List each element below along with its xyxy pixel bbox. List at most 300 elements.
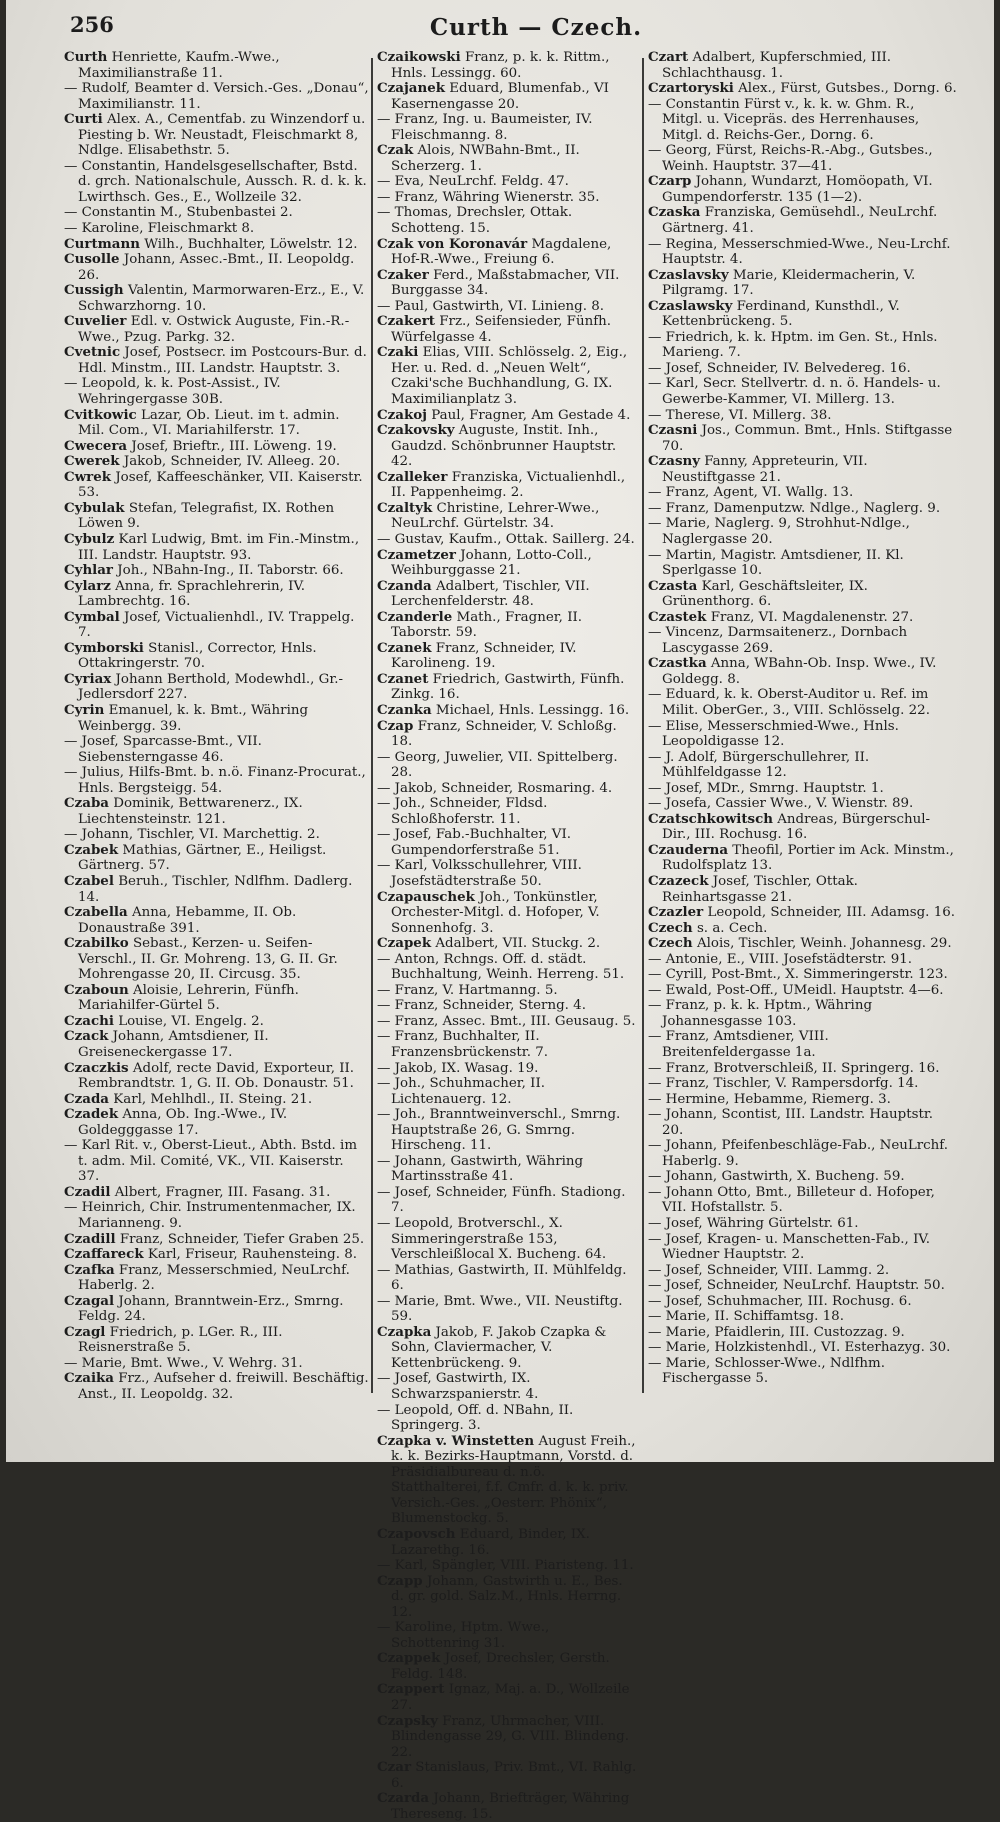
entry-details: — Josef, Schneider, NeuLrchf. Hauptstr. 50. bbox=[648, 1278, 945, 1294]
entry-surname: Czastek bbox=[648, 608, 707, 625]
entry-surname: Czaboun bbox=[64, 981, 129, 998]
entry-details: Anna, Ob. Ing.-Wwe., IV. Goldegggasse 17. bbox=[78, 1107, 288, 1138]
directory-entry bbox=[64, 1185, 369, 1201]
entry-details: Josef, Postsecr. im Postcours-Bur. d. Hdl. Minstm., III. Landstr. Hauptstr. 3. bbox=[78, 345, 367, 376]
entry-details: Lazar, Ob. Lieut. im t. admin. Mil. Com., VI. Mariahilferstr. 17. bbox=[78, 407, 340, 439]
entry-details: — Georg, Juwelier, VII. Spittelberg. 28. bbox=[377, 749, 618, 781]
directory-entry bbox=[648, 781, 958, 797]
directory-entry bbox=[377, 1760, 639, 1791]
entry-surname: Czanka bbox=[377, 701, 432, 718]
entry-surname: Czaika bbox=[64, 1370, 114, 1387]
entry-details: Adolf, recte David, Exporteur, II. Rembrandtstr. 1, G. II. Ob. Donaustr. 51. bbox=[78, 1060, 355, 1092]
entry-details: — Franz, V. Hartmanng. 5. bbox=[377, 982, 558, 998]
entry-details: Stanislaus, Priv. Bmt., VI. Rahlg. 6. bbox=[391, 1760, 637, 1791]
entry-details: — Johann, Tischler, VI. Marchettig. 2. bbox=[64, 827, 320, 843]
entry-details: — Marie, Bmt. Wwe., VII. Neustiftg. 59. bbox=[377, 1293, 623, 1325]
directory-entry bbox=[64, 1371, 369, 1402]
directory-entry bbox=[377, 501, 639, 532]
directory-entry bbox=[648, 905, 958, 921]
directory-entry bbox=[64, 983, 369, 1014]
directory-entry bbox=[377, 750, 639, 781]
directory-entry bbox=[377, 1574, 639, 1621]
entry-details: — Karoline, Fleischmarkt 8. bbox=[64, 221, 255, 237]
directory-entry bbox=[64, 50, 369, 81]
directory-entry bbox=[64, 439, 369, 455]
column-1 bbox=[64, 50, 369, 1402]
entry-details: — Vincenz, Darmsaitenerz., Dornbach Lascygasse 269. bbox=[648, 625, 908, 656]
directory-entry bbox=[377, 299, 639, 315]
directory-entry bbox=[377, 408, 639, 424]
entry-details: — Karl, Volksschullehrer, VIII. Josefstädterstraße 50. bbox=[377, 858, 582, 889]
directory-entry bbox=[648, 1107, 958, 1138]
entry-details: — Joh., Branntweinverschl., Smrng. Hauptstraße 26, G. Smrng. Hirscheng. 11. bbox=[377, 1107, 621, 1154]
directory-entry bbox=[64, 641, 369, 672]
entry-details: Alois, Tischler, Weinh. Johannesg. 29. bbox=[696, 936, 952, 952]
entry-details: — Cyrill, Post-Bmt., X. Simmeringerstr. 123. bbox=[648, 967, 948, 983]
directory-entry bbox=[377, 796, 639, 827]
entry-surname: Czabella bbox=[64, 904, 128, 921]
entry-details: Beruh., Tischler, Ndlfhm. Dadlerg. 14. bbox=[78, 873, 353, 905]
entry-details: August Freih., k. k. Bezirks-Hauptmann, Vorstd. d. Präsidialbureau d. n.ö. Statthalterei, f.f. Cmfr. d. k. k. priv. Versich.-Ges. „Oesterr. Phönix“, Blumenstockg. 5. bbox=[391, 1433, 636, 1527]
entry-details: Wilh., Buchhalter, Löwelstr. 12. bbox=[144, 236, 358, 252]
entry-details: Paul, Fragner, Am Gestade 4. bbox=[431, 407, 631, 423]
entry-details: — Karl Rit. v., Oberst-Lieut., Abth. Bstd. im t. adm. Mil. Comité, VK., VII. Kaiserstr. 37. bbox=[64, 1138, 358, 1185]
entry-details: Math., Fragner, II. Taborstr. 59. bbox=[391, 609, 583, 641]
directory-entry bbox=[648, 610, 958, 626]
entry-surname: Czappert bbox=[377, 1681, 445, 1698]
directory-entry bbox=[64, 1263, 369, 1294]
entry-details: Anna, fr. Sprachlehrerin, IV. Lambrechtg. 16. bbox=[78, 578, 306, 610]
directory-entry bbox=[64, 905, 369, 936]
entry-details: Andreas, Bürgerschul-Dir., III. Rochusg. 16. bbox=[662, 811, 931, 843]
directory-entry bbox=[377, 1682, 639, 1713]
entry-surname: Czaffareck bbox=[64, 1246, 144, 1263]
directory-entry bbox=[64, 1107, 369, 1138]
entry-details: — Franz, Damenputzw. Ndlge., Naglerg. 9. bbox=[648, 500, 941, 516]
directory-entry bbox=[64, 610, 369, 641]
entry-details: Adalbert, Kupferschmied, III. Schlachthausg. 1. bbox=[662, 50, 892, 81]
directory-entry bbox=[648, 1294, 958, 1310]
entry-surname: Czadill bbox=[64, 1230, 116, 1247]
entry-details: — Martin, Magistr. Amtsdiener, II. Kl. Sperlgasse 10. bbox=[648, 547, 904, 579]
entry-details: — Rudolf, Beamter d. Versich.-Ges. „Donau“, Maximilianstr. 11. bbox=[64, 81, 369, 112]
entry-details: — Marie, II. Schiffamtsg. 18. bbox=[648, 1309, 844, 1325]
entry-details: — Johann, Gastwirth, Währing Martinsstraße 41. bbox=[377, 1153, 584, 1185]
directory-entry bbox=[64, 314, 369, 345]
entry-details: Ferd., Maßstabmacher, VII. Burggasse 34. bbox=[391, 267, 620, 299]
directory-entry bbox=[377, 1791, 639, 1822]
directory-entry bbox=[64, 563, 369, 579]
entry-surname: Czaker bbox=[377, 266, 429, 283]
directory-entry bbox=[648, 1029, 958, 1060]
entry-details: Friedrich, p. LGer. R., III. Reisnerstraße 5. bbox=[78, 1324, 283, 1356]
directory-entry bbox=[648, 1092, 958, 1108]
entry-details: Eduard, Binder, IX. Lazarethg. 16. bbox=[391, 1526, 590, 1558]
entry-details: — Joh., Schuhmacher, II. Lichtenauerg. 12. bbox=[377, 1076, 546, 1107]
running-head: Curth — Czech. bbox=[429, 14, 643, 41]
directory-entry bbox=[377, 952, 639, 983]
directory-entry bbox=[377, 672, 639, 703]
entry-details: Ignaz, Maj. a. D., Wollzeile 27. bbox=[391, 1682, 630, 1713]
directory-page bbox=[6, 0, 994, 1822]
entry-details: Josef, Victualienhdl., IV. Trappelg. 7. bbox=[78, 609, 355, 641]
entry-surname: Czartoryski bbox=[648, 80, 734, 97]
entry-surname: Czaska bbox=[648, 204, 701, 221]
directory-entry bbox=[377, 50, 639, 81]
entry-surname: Czak von Koronavár bbox=[377, 235, 528, 252]
entry-details: Christine, Lehrer-Wwe., NeuLrchf. Gürtelstr. 34. bbox=[391, 500, 600, 532]
entry-details: Jos., Commun. Bmt., Hnls. Stiftgasse 70. bbox=[662, 423, 953, 454]
directory-entry bbox=[64, 501, 369, 532]
directory-entry bbox=[377, 237, 639, 268]
entry-details: Mathias, Gärtner, E., Heiligst. Gärtnerg. 57. bbox=[78, 842, 327, 874]
entry-details: — Georg, Fürst, Reichs-R.-Abg., Gutsbes., Weinh. Hauptstr. 37—41. bbox=[648, 143, 933, 174]
entry-details: — Johann Otto, Bmt., Billeteur d. Hofoper, VII. Hofstallstr. 5. bbox=[648, 1184, 935, 1216]
directory-entry bbox=[648, 205, 958, 236]
directory-entry bbox=[64, 827, 369, 843]
entry-details: Alex., Fürst, Gutsbes., Dorng. 6. bbox=[738, 81, 957, 97]
entry-details: Anna, Hebamme, II. Ob. Donaustraße 391. bbox=[78, 905, 297, 936]
directory-entry bbox=[64, 283, 369, 314]
entry-surname: Czapka v. Winstetten bbox=[377, 1432, 535, 1449]
entry-details: Louise, VI. Engelg. 2. bbox=[118, 1013, 264, 1029]
entry-surname: Czasny bbox=[648, 453, 700, 470]
directory-entry bbox=[377, 983, 639, 999]
directory-entry bbox=[64, 1200, 369, 1231]
entry-surname: Czack bbox=[64, 1028, 109, 1045]
directory-entry bbox=[648, 983, 958, 999]
entry-details: — Franz, Schneider, Sterng. 4. bbox=[377, 998, 586, 1014]
directory-entry bbox=[377, 641, 639, 672]
directory-entry bbox=[648, 1216, 958, 1232]
directory-entry bbox=[64, 843, 369, 874]
entry-surname: Curtmann bbox=[64, 235, 140, 252]
directory-entry bbox=[648, 1356, 958, 1387]
entry-details: Stefan, Telegrafist, IX. Rothen Löwen 9. bbox=[78, 500, 335, 532]
entry-surname: Cybulak bbox=[64, 499, 125, 516]
directory-entry bbox=[648, 330, 958, 361]
entry-details: — Leopold, k. k. Post-Assist., IV. Wehringergasse 30B. bbox=[64, 376, 281, 408]
entry-surname: Czachi bbox=[64, 1012, 114, 1029]
directory-entry bbox=[648, 1325, 958, 1341]
directory-entry bbox=[377, 703, 639, 719]
directory-entry bbox=[648, 501, 958, 517]
directory-entry bbox=[377, 1185, 639, 1216]
directory-entry bbox=[648, 81, 958, 97]
directory-entry bbox=[64, 1325, 369, 1356]
entry-surname: Czadek bbox=[64, 1106, 119, 1123]
entry-details: Valentin, Marmorwaren-Erz., E., V. Schwarzhorng. 10. bbox=[78, 283, 365, 314]
entry-details: Joh., Tonkünstler, Orchester-Mitgl. d. Hofoper, V. Sonnenhofg. 3. bbox=[391, 889, 600, 936]
directory-entry bbox=[648, 361, 958, 377]
directory-entry bbox=[648, 796, 958, 812]
directory-entry bbox=[377, 1651, 639, 1682]
entry-details: Karl Ludwig, Bmt. im Fin.-Minstm., III. Landstr. Hauptstr. 93. bbox=[78, 531, 360, 563]
entry-surname: Czajanek bbox=[377, 80, 445, 97]
directory-entry bbox=[648, 268, 958, 299]
entry-details: — Anton, Rchngs. Off. d. städt. Buchhaltung, Weinh. Herreng. 51. bbox=[377, 951, 625, 983]
entry-surname: Cymbal bbox=[64, 608, 120, 625]
entry-surname: Cwecera bbox=[64, 437, 128, 454]
entry-surname: Czappek bbox=[377, 1650, 441, 1667]
directory-entry bbox=[377, 858, 639, 889]
entry-surname: Czanek bbox=[377, 639, 432, 656]
column-2 bbox=[377, 49, 639, 1822]
directory-entry bbox=[64, 765, 369, 796]
directory-entry bbox=[377, 890, 639, 937]
entry-details: Adalbert, VII. Stuckg. 2. bbox=[435, 936, 601, 952]
directory-entry bbox=[648, 548, 958, 579]
entry-details: — Julius, Hilfs-Bmt. b. n.ö. Finanz-Procurat., Hnls. Bergsteigg. 54. bbox=[64, 765, 366, 796]
entry-details: Johann, Gastwirth u. E., Bes. d. gr. gold. Salz.M., Hnls. Herrng. 12. bbox=[391, 1573, 623, 1620]
entry-details: — Ewald, Post-Off., UMeidl. Hauptstr. 4—6. bbox=[648, 982, 944, 998]
entry-details: — Josef, Fab.-Buchhalter, VI. Gumpendorferstraße 51. bbox=[377, 827, 572, 858]
directory-entry bbox=[648, 1138, 958, 1169]
entry-details: Karl, Geschäftsleiter, IX. Grünenthorg. 6. bbox=[662, 578, 868, 610]
entry-details: — Elise, Messerschmied-Wwe., Hnls. Leopoldigasse 12. bbox=[648, 718, 899, 750]
directory-entry bbox=[377, 1061, 639, 1077]
entry-details: Jakob, F. Jakob Czapka & Sohn, Claviermacher, V. Kettenbrückeng. 9. bbox=[391, 1324, 607, 1371]
directory-entry bbox=[377, 1325, 639, 1372]
directory-entry bbox=[64, 1232, 369, 1248]
entry-details: — Therese, VI. Millerg. 38. bbox=[648, 407, 832, 423]
directory-entry bbox=[64, 470, 369, 501]
directory-entry bbox=[648, 952, 958, 968]
directory-entry bbox=[64, 81, 369, 112]
entry-details: — Constantin M., Stubenbastei 2. bbox=[64, 205, 293, 221]
entry-details: Leopold, Schneider, III. Adamsg. 16. bbox=[707, 905, 955, 921]
entry-details: — Marie, Holzkistenhdl., VI. Esterhazyg. 30. bbox=[648, 1340, 951, 1356]
directory-entry bbox=[64, 112, 369, 159]
directory-entry bbox=[377, 827, 639, 858]
entry-surname: Czech bbox=[648, 919, 693, 936]
directory-entry bbox=[377, 1263, 639, 1294]
entry-surname: Czanderle bbox=[377, 608, 453, 625]
directory-entry bbox=[377, 112, 639, 143]
entry-details: s. a. Cech. bbox=[696, 920, 768, 936]
entry-details: — Marie, Bmt. Wwe., V. Wehrg. 31. bbox=[64, 1355, 303, 1371]
entry-details: Karl, Friseur, Rauhensteing. 8. bbox=[147, 1247, 358, 1263]
entry-details: — Constantin Fürst v., k. k. w. Ghm. R., Mitgl. u. Vicepräs. des Herrenhauses, Mitgl. d. Reichs-Ger., Dorng. 6. bbox=[648, 96, 920, 143]
entry-surname: Czadil bbox=[64, 1183, 111, 1200]
entry-details: Magdalene, Hof-R.-Wwe., Freiung 6. bbox=[391, 236, 612, 268]
entry-details: — Josefa, Cassier Wwe., V. Wienstr. 89. bbox=[648, 796, 914, 812]
entry-details: — Josef, Schneider, Fünfh. Stadiong. 7. bbox=[377, 1184, 626, 1216]
entry-details: — Heinrich, Chir. Instrumentenmacher, IX. Marianneng. 9. bbox=[64, 1200, 356, 1232]
entry-details: Adalbert, Tischler, VII. Lerchenfelderstr. 48. bbox=[391, 578, 590, 610]
entry-surname: Czart bbox=[648, 49, 689, 65]
entry-details: Franz, VI. Magdalenenstr. 27. bbox=[710, 609, 914, 625]
directory-entry bbox=[648, 579, 958, 610]
entry-details: Josef, Brieftr., III. Löweng. 19. bbox=[131, 438, 337, 454]
directory-entry bbox=[648, 97, 958, 144]
directory-entry bbox=[648, 750, 958, 781]
entry-surname: Czaikowski bbox=[377, 49, 461, 65]
entry-surname: Czafka bbox=[64, 1261, 115, 1278]
entry-details: — Franz, Buchhalter, II. Franzensbrückenstr. 7. bbox=[377, 1029, 549, 1060]
entry-details: Michael, Hnls. Lessingg. 16. bbox=[435, 702, 630, 718]
directory-entry bbox=[64, 159, 369, 206]
directory-entry bbox=[377, 610, 639, 641]
directory-entry bbox=[648, 719, 958, 750]
entry-surname: Cussigh bbox=[64, 282, 124, 299]
entry-surname: Curti bbox=[64, 111, 103, 128]
directory-entry bbox=[377, 1371, 639, 1402]
directory-entry bbox=[377, 81, 639, 112]
entry-details: — Josef, MDr., Smrng. Hauptstr. 1. bbox=[648, 780, 884, 796]
directory-entry bbox=[377, 1154, 639, 1185]
entry-details: — Paul, Gastwirth, VI. Linieng. 8. bbox=[377, 298, 605, 314]
entry-details: Franz, Schneider, V. Schloßg. 18. bbox=[391, 718, 617, 750]
entry-surname: Czauderna bbox=[648, 841, 729, 858]
entry-details: — Jakob, IX. Wasag. 19. bbox=[377, 1060, 539, 1076]
directory-entry bbox=[64, 345, 369, 376]
entry-details: — Johann, Scontist, III. Landstr. Hauptstr. 20. bbox=[648, 1107, 934, 1138]
entry-surname: Czagl bbox=[64, 1323, 106, 1340]
directory-entry bbox=[64, 734, 369, 765]
entry-details: — Josef, Sparcasse-Bmt., VII. Siebensterngasse 46. bbox=[64, 734, 262, 765]
entry-details: — Josef, Gastwirth, IX. Schwarzspanierstr. 4. bbox=[377, 1371, 539, 1403]
directory-entry bbox=[377, 1294, 639, 1325]
entry-surname: Czazler bbox=[648, 904, 704, 921]
entry-details: Karl, Mehlhdl., II. Steing. 21. bbox=[113, 1091, 313, 1107]
entry-surname: Cyriax bbox=[64, 670, 112, 687]
entry-surname: Czalleker bbox=[377, 468, 448, 485]
entry-details: — Joh., Schneider, Fldsd. Schloßhoferstr. 11. bbox=[377, 796, 548, 827]
entry-details: Eduard, Blumenfab., VI Kasernengasse 20. bbox=[391, 81, 609, 112]
directory-entry bbox=[377, 1558, 639, 1574]
entry-details: Johann Berthold, Modewhdl., Gr.-Jedlersdorf 227. bbox=[78, 671, 344, 703]
entry-details: — Franz, Ing. u. Baumeister, IV. Fleischmanng. 8. bbox=[377, 112, 593, 143]
directory-entry bbox=[648, 376, 958, 407]
entry-surname: Cwrek bbox=[64, 468, 112, 485]
entry-surname: Czaslawsky bbox=[648, 297, 733, 314]
directory-entry bbox=[648, 843, 958, 874]
directory-entry bbox=[377, 1029, 639, 1060]
entry-details: Josef, Tischler, Ottak. Reinhartsgasse 21. bbox=[662, 873, 858, 905]
entry-surname: Czanet bbox=[377, 670, 429, 687]
column-divider bbox=[371, 58, 373, 1393]
entry-surname: Czakovsky bbox=[377, 422, 455, 439]
entry-details: — Leopold, Brotverschl., X. Simmeringerstraße 153, Verschleißlocal X. Bucheng. 64. bbox=[377, 1216, 607, 1263]
column-divider bbox=[642, 58, 644, 1393]
entry-surname: Cwerek bbox=[64, 453, 120, 470]
directory-entry bbox=[377, 1107, 639, 1154]
entry-details: — J. Adolf, Bürgerschullehrer, II. Mühlfeldgasse 12. bbox=[648, 749, 870, 781]
entry-surname: Czapauschek bbox=[377, 888, 475, 905]
entry-surname: Czametzer bbox=[377, 546, 456, 563]
entry-surname: Czarda bbox=[377, 1790, 430, 1807]
entry-surname: Czaki bbox=[377, 344, 419, 361]
entry-details: — Franz, Assec. Bmt., III. Geusaug. 5. bbox=[377, 1013, 636, 1029]
entry-surname: Cybulz bbox=[64, 530, 115, 547]
directory-entry bbox=[64, 252, 369, 283]
directory-entry bbox=[377, 579, 639, 610]
directory-entry bbox=[64, 1138, 369, 1185]
entry-details: Frz., Seifensieder, Fünfh. Würfelgasse 4. bbox=[391, 314, 612, 345]
entry-surname: Czabek bbox=[64, 841, 119, 858]
entry-details: — Leopold, Off. d. NBahn, II. Springerg. 3. bbox=[377, 1402, 574, 1434]
directory-entry bbox=[377, 143, 639, 174]
entry-details: Friedrich, Gastwirth, Fünfh. Zinkg. 16. bbox=[391, 671, 625, 703]
entry-details: — Jakob, Schneider, Rosmaring. 4. bbox=[377, 780, 613, 796]
directory-entry bbox=[648, 998, 958, 1029]
entry-details: — Franz, p. k. k. Hptm., Währing Johannesgasse 103. bbox=[648, 998, 873, 1029]
entry-surname: Czaslavsky bbox=[648, 266, 729, 283]
entry-details: Franziska, Gemüsehdl., NeuLrchf. Gärtnerg. 41. bbox=[662, 205, 938, 237]
directory-entry bbox=[377, 998, 639, 1014]
entry-details: Auguste, Instit. Inh., Gaudzd. Schönbrunner Hauptstr. 42. bbox=[391, 423, 617, 470]
entry-details: — Karl, Spängler, VIII. Piaristeng. 11. bbox=[377, 1558, 634, 1574]
directory-entry bbox=[648, 812, 958, 843]
directory-entry bbox=[64, 408, 369, 439]
directory-entry bbox=[648, 174, 958, 205]
entry-surname: Czagal bbox=[64, 1292, 115, 1309]
entry-details: — Regina, Messerschmied-Wwe., Neu-Lrchf. Hauptstr. 4. bbox=[648, 236, 951, 268]
directory-entry bbox=[648, 1169, 958, 1185]
directory-entry bbox=[648, 1076, 958, 1092]
entry-surname: Czasni bbox=[648, 422, 698, 439]
entry-surname: Czak bbox=[377, 142, 414, 159]
directory-entry bbox=[377, 1216, 639, 1263]
entry-details: Franz, Uhrmacher, VIII. Blindengasse 29, G. VIII. Blindeng. 22. bbox=[391, 1713, 629, 1760]
directory-entry bbox=[377, 268, 639, 299]
entry-surname: Czech bbox=[648, 935, 693, 952]
entry-details: — Johann, Pfeifenbeschläge-Fab., NeuLrchf. Haberlg. 9. bbox=[648, 1138, 949, 1169]
directory-entry bbox=[64, 221, 369, 237]
entry-details: — Friedrich, k. k. Hptm. im Gen. St., Hnls. Marieng. 7. bbox=[648, 329, 938, 361]
entry-details: Franz, Schneider, IV. Karolineng. 19. bbox=[391, 640, 577, 672]
entry-details: Franz, Messerschmied, NeuLrchf. Haberlg. 2. bbox=[78, 1262, 350, 1294]
entry-details: Albert, Fragner, III. Fasang. 31. bbox=[114, 1184, 331, 1200]
directory-entry bbox=[64, 532, 369, 563]
entry-details: — Josef, Schuhmacher, III. Rochusg. 6. bbox=[648, 1293, 912, 1309]
entry-details: Dominik, Bettwarenerz., IX. Liechtensteinstr. 121. bbox=[78, 796, 303, 827]
entry-surname: Czaltyk bbox=[377, 499, 433, 516]
entry-details: Alois, NWBahn-Bmt., II. Scherzerg. 1. bbox=[391, 143, 580, 174]
entry-surname: Cusolle bbox=[64, 251, 120, 268]
entry-details: Stanisl., Corrector, Hnls. Ottakringerstr. 70. bbox=[78, 640, 317, 672]
page-number: 256 bbox=[70, 12, 114, 37]
directory-entry bbox=[377, 314, 639, 345]
directory-entry bbox=[648, 1061, 958, 1077]
directory-entry bbox=[377, 423, 639, 470]
entry-details: Franz, p. k. k. Rittm., Hnls. Lessingg. 60. bbox=[391, 50, 610, 81]
entry-surname: Czazeck bbox=[648, 872, 709, 889]
entry-details: Emanuel, k. k. Bmt., Währing Weinbergg. 39. bbox=[78, 702, 309, 734]
entry-surname: Czanda bbox=[377, 577, 432, 594]
directory-entry bbox=[648, 50, 958, 81]
entry-details: — Franz, Amtsdiener, VIII. Breitenfeldergasse 1a. bbox=[648, 1029, 829, 1060]
entry-surname: Curth bbox=[64, 49, 108, 65]
directory-entry bbox=[377, 1403, 639, 1434]
entry-surname: Czapovsch bbox=[377, 1525, 456, 1542]
entry-details: — Eduard, k. k. Oberst-Auditor u. Ref. im Milit. OberGer., 3., VIII. Schlösselg. 22. bbox=[648, 687, 930, 718]
entry-details: — Josef, Währing Gürtelstr. 61. bbox=[648, 1216, 859, 1232]
directory-entry bbox=[377, 1076, 639, 1107]
entry-surname: Czapka bbox=[377, 1323, 432, 1340]
entry-details: Elias, VIII. Schlösselg. 2, Eig., Her. u. Red. d. „Neuen Welt“, Czaki'sche Buchhandlung, G. IX. Maximilianplatz 3. bbox=[391, 345, 628, 408]
entry-surname: Cyhlar bbox=[64, 562, 113, 579]
entry-surname: Czapp bbox=[377, 1572, 423, 1589]
directory-entry bbox=[648, 1278, 958, 1294]
directory-entry bbox=[64, 672, 369, 703]
directory-entry bbox=[648, 687, 958, 718]
directory-entry bbox=[64, 796, 369, 827]
entry-surname: Czasta bbox=[648, 577, 698, 594]
entry-details: Johann, Amtsdiener, II. Greiseneckergasse 17. bbox=[78, 1029, 269, 1060]
entry-details: — Johann, Gastwirth, X. Bucheng. 59. bbox=[648, 1169, 905, 1185]
